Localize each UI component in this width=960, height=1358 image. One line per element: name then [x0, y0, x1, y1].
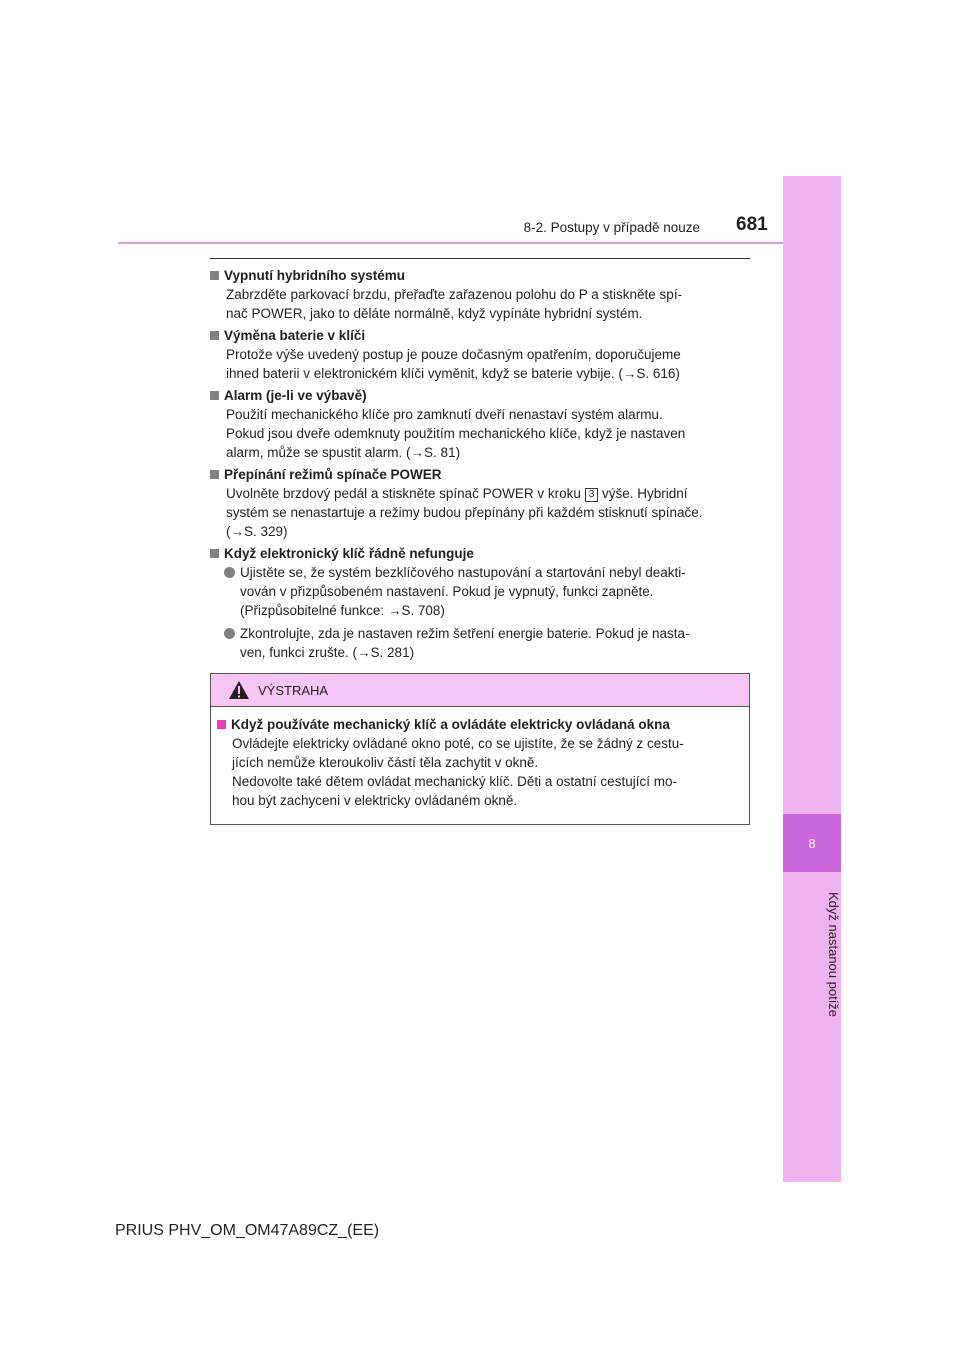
content-rule — [210, 258, 750, 259]
square-bullet-icon — [210, 271, 219, 280]
square-bullet-icon — [210, 470, 219, 479]
body-line: ihned baterii v elektronickém klíči vyměnit, když se baterie vybije. (→S. 616) — [226, 366, 680, 381]
square-bullet-icon — [217, 720, 226, 729]
chapter-number: 8 — [808, 835, 816, 851]
warning-line: Ovládejte elektricky ovládané okno poté, co se ujistíte, že se žádný z cestu- — [232, 736, 684, 751]
square-bullet-icon — [210, 391, 219, 400]
step-number-box: 3 — [585, 488, 599, 502]
section-title: Vypnutí hybridního systému — [224, 268, 406, 283]
section-title: Když elektronický klíč řádně nefunguje — [224, 546, 474, 561]
body-line: nač POWER, jako to děláte normálně, když vypínáte hybridní systém. — [226, 306, 643, 321]
section-alarm — [210, 386, 750, 462]
square-bullet-icon — [210, 331, 219, 340]
header-rule — [118, 242, 783, 244]
body-line: Protože výše uvedený postup je pouze dočasným opatřením, doporučujeme — [226, 347, 681, 362]
section-power-modes — [210, 465, 750, 541]
footer-doc-id: PRIUS PHV_OM_OM47A89CZ_(EE) — [115, 1222, 380, 1239]
warning-line: Nedovolte také dětem ovládat mechanický klíč. Děti a ostatní cestující mo- — [232, 774, 677, 789]
body-line: Zabrzděte parkovací brzdu, přeřaďte zařazenou polohu do P a stiskněte spí- — [226, 287, 683, 302]
body-line: vován v přizpůsobeném nastavení. Pokud je vypnutý, funkci zapněte. — [240, 584, 654, 599]
bullet-item — [224, 563, 750, 620]
body-line — [226, 484, 750, 503]
warning-line: hou být zachyceni v elektricky ovládaném okně. — [232, 793, 518, 808]
section-hybrid-shutdown — [210, 266, 750, 323]
warning-triangle-icon — [228, 680, 250, 700]
page-number: 681 — [736, 214, 768, 235]
bullet-item — [224, 624, 750, 662]
body-line: Použití mechanického klíče pro zamknutí dveří nenastaví systém alarmu. — [226, 407, 663, 422]
section-key-battery — [210, 326, 750, 383]
body-text: výše. Hybridní — [602, 486, 688, 501]
section-title: Výměna baterie v klíči — [224, 328, 366, 343]
warning-label: VÝSTRAHA — [258, 682, 329, 698]
main-content — [210, 266, 750, 666]
body-line: Zkontrolujte, zda je nastaven režim šetření energie baterie. Pokud je nasta- — [240, 626, 690, 641]
warning-line: jících nemůže kteroukoliv částí těla zachytit v okně. — [232, 755, 539, 770]
body-line: (→S. 329) — [226, 524, 288, 539]
chapter-tab[interactable] — [783, 814, 841, 872]
section-title: Přepínání režimů spínače POWER — [224, 467, 442, 482]
body-line: Pokud jsou dveře odemknuty použitím mechanického klíče, když je nastaven — [226, 426, 686, 441]
body-line: alarm, může se spustit alarm. (→S. 81) — [226, 445, 461, 460]
body-line: systém se nenastartuje a režimy budou přepínány při každém stisknutí spínače. — [226, 505, 703, 520]
warning-title: Když používáte mechanický klíč a ovládáte elektricky ovládaná okna — [231, 717, 670, 732]
body-line: ven, funkci zrušte. (→S. 281) — [240, 645, 415, 660]
warning-box — [210, 673, 750, 825]
body-text: Uvolněte brzdový pedál a stiskněte spínač POWER v kroku — [226, 486, 581, 501]
circle-bullet-icon — [224, 567, 235, 578]
square-bullet-icon — [210, 549, 219, 558]
chapter-title: Když nastanou potíže — [826, 892, 841, 1018]
section-title: Alarm (je-li ve výbavě) — [224, 388, 367, 403]
header-title: 8-2. Postupy v případě nouze — [523, 220, 700, 235]
body-line: Ujistěte se, že systém bezklíčového nastupování a startování nebyl deakti- — [240, 565, 686, 580]
circle-bullet-icon — [224, 628, 235, 639]
chapter-sidebar — [783, 176, 841, 1182]
section-key-malfunction — [210, 544, 750, 662]
body-line: (Přizpůsobitelné funkce: →S. 708) — [240, 603, 445, 618]
warning-header — [211, 674, 749, 707]
